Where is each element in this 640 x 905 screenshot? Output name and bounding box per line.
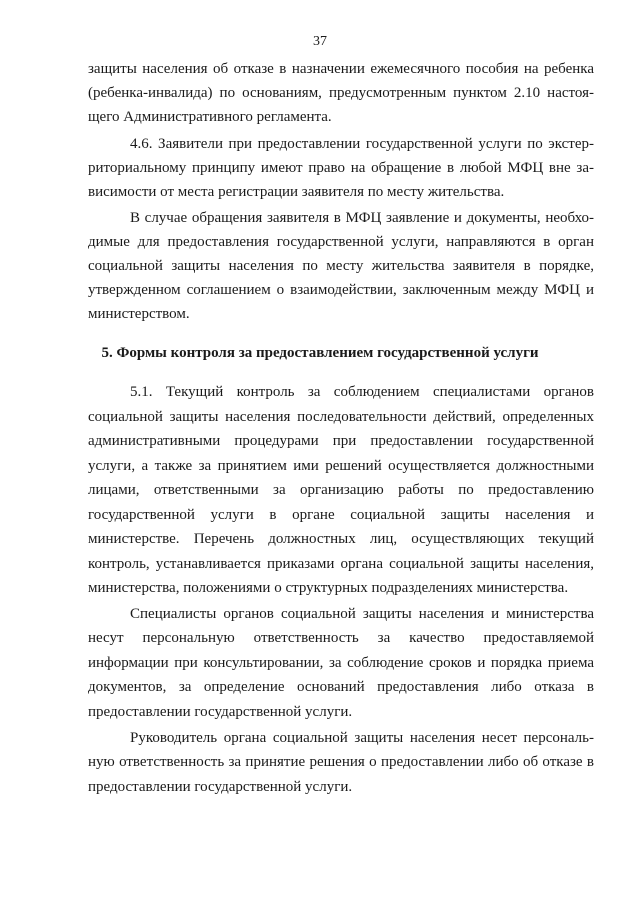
text-line: административными процедурами при предоставлении государственной <box>88 433 594 449</box>
text-line: министерстве. Перечень должностных лиц, осуществляющих текущий <box>88 531 594 547</box>
text-line: министерством. <box>88 306 190 322</box>
text-line: министерства, положениями о структурных подразделениях министерства. <box>88 580 569 596</box>
text-line: предоставлении государственной услуги. <box>88 779 353 795</box>
text-line: риториальному принципу имеют право на обращение в любой МФЦ вне за- <box>88 160 594 176</box>
text-line: утвержденном соглашением о взаимодействии, заключенным между МФЦ и <box>88 282 594 298</box>
text-line: Руководитель органа социальной защиты населения несет персональ- <box>130 730 594 746</box>
text-line: контроль, устанавливается приказами органа социальной защиты населения, <box>88 556 594 572</box>
text-line: ную ответственность за принятие решения о предоставлении либо об отказе в <box>88 754 594 770</box>
text-line: висимости от места регистрации заявителя по месту жительства. <box>88 184 505 200</box>
text-line: услуги, а также за принятием ими решений осуществляется должностными <box>88 458 594 474</box>
text-line: социальной защиты населения последовательности действий, определенных <box>88 409 594 425</box>
page-number: 37 <box>313 34 327 49</box>
text-line: В случае обращения заявителя в МФЦ заявление и документы, необхо- <box>130 210 594 226</box>
section-heading: 5. Формы контроля за предоставлением государственной услуги <box>101 345 539 361</box>
text-line: Специалисты органов социальной защиты населения и министерства <box>130 606 594 622</box>
text-line: социальной защиты населения по месту жительства заявителя в порядке, <box>88 258 594 274</box>
text-line: несут персональную ответственность за качество предоставляемой <box>88 630 594 646</box>
text-line: лицами, ответственными за организацию работы по предоставлению <box>88 482 594 498</box>
text-line: предоставлении государственной услуги. <box>88 704 353 720</box>
text-line: 5.1. Текущий контроль за соблюдением специалистами органов <box>130 384 594 400</box>
text-line: щего Административного регламента. <box>88 109 332 125</box>
text-line: государственной услуги в органе социальной защиты населения и <box>88 507 594 523</box>
text-line: информации при консультировании, за соблюдение сроков и порядка приема <box>88 655 594 671</box>
text-line: защиты населения об отказе в назначении ежемесячного пособия на ребенка <box>88 61 594 77</box>
text-line: (ребенка-инвалида) по основаниям, предусмотренным пунктом 2.10 настоя- <box>88 85 594 101</box>
text-line: документов, за определение оснований предоставления либо отказа в <box>88 679 594 695</box>
text-line: 4.6. Заявители при предоставлении государственной услуги по экстер- <box>130 136 594 152</box>
text-line: димые для предоставления государственной услуги, направляются в орган <box>88 234 594 250</box>
